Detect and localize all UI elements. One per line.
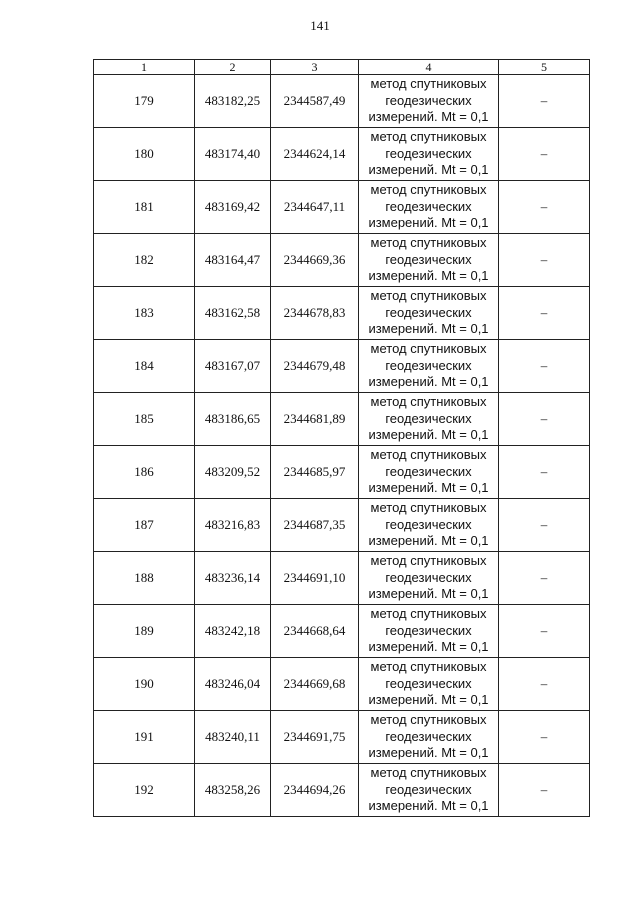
method-line: геодезических: [385, 92, 472, 108]
method-cell: [359, 764, 499, 817]
method-line: геодезических: [385, 198, 472, 214]
point-number-cell: 191: [94, 711, 195, 764]
method-cell: [359, 75, 499, 128]
table-row: [94, 234, 590, 287]
note-cell: –: [499, 181, 590, 234]
x-coordinate-cell: 483174,40: [195, 128, 271, 181]
method-line: геодезических: [385, 516, 472, 532]
method-cell: [359, 711, 499, 764]
y-coordinate-cell: 2344624,14: [271, 128, 359, 181]
page-number: 141: [310, 18, 330, 33]
header-cell-3: 3: [271, 60, 359, 75]
method-line: метод спутниковых: [370, 447, 487, 463]
header-cell-1: 1: [94, 60, 195, 75]
method-cell: [359, 552, 499, 605]
note-cell: –: [499, 658, 590, 711]
point-number-cell: 187: [94, 499, 195, 552]
method-line: измерений. Mt = 0,1: [368, 321, 489, 337]
table-row: [94, 446, 590, 499]
y-coordinate-cell: 2344691,75: [271, 711, 359, 764]
table-row: [94, 499, 590, 552]
point-number-cell: 179: [94, 75, 195, 128]
method-line: метод спутниковых: [370, 659, 487, 675]
note-cell: –: [499, 446, 590, 499]
method-line: геодезических: [385, 463, 472, 479]
method-cell: [359, 340, 499, 393]
x-coordinate-cell: 483258,26: [195, 764, 271, 817]
method-line: метод спутниковых: [370, 394, 487, 410]
method-line: измерений. Mt = 0,1: [368, 215, 489, 231]
header-row: [94, 60, 590, 75]
table-row: [94, 658, 590, 711]
method-line: измерений. Mt = 0,1: [368, 480, 489, 496]
y-coordinate-cell: 2344687,35: [271, 499, 359, 552]
table-row: [94, 605, 590, 658]
x-coordinate-cell: 483242,18: [195, 605, 271, 658]
method-line: измерений. Mt = 0,1: [368, 374, 489, 390]
method-cell: [359, 393, 499, 446]
method-line: геодезических: [385, 781, 472, 797]
method-line: геодезических: [385, 569, 472, 585]
method-line: измерений. Mt = 0,1: [368, 268, 489, 284]
coordinates-table: [93, 59, 590, 817]
method-cell: [359, 499, 499, 552]
method-line: геодезических: [385, 622, 472, 638]
point-number-cell: 190: [94, 658, 195, 711]
table-row: [94, 552, 590, 605]
y-coordinate-cell: 2344678,83: [271, 287, 359, 340]
header-cell-5: 5: [499, 60, 590, 75]
x-coordinate-cell: 483246,04: [195, 658, 271, 711]
method-line: геодезических: [385, 410, 472, 426]
y-coordinate-cell: 2344668,64: [271, 605, 359, 658]
y-coordinate-cell: 2344685,97: [271, 446, 359, 499]
table-row: [94, 75, 590, 128]
y-coordinate-cell: 2344679,48: [271, 340, 359, 393]
method-line: метод спутниковых: [370, 553, 487, 569]
note-cell: –: [499, 605, 590, 658]
point-number-cell: 192: [94, 764, 195, 817]
note-cell: –: [499, 128, 590, 181]
point-number-cell: 183: [94, 287, 195, 340]
method-line: измерений. Mt = 0,1: [368, 692, 489, 708]
x-coordinate-cell: 483209,52: [195, 446, 271, 499]
note-cell: –: [499, 499, 590, 552]
method-cell: [359, 658, 499, 711]
method-line: геодезических: [385, 251, 472, 267]
point-number-cell: 182: [94, 234, 195, 287]
table-row: [94, 340, 590, 393]
method-line: метод спутниковых: [370, 288, 487, 304]
point-number-cell: 184: [94, 340, 195, 393]
header-cell-2: 2: [195, 60, 271, 75]
x-coordinate-cell: 483169,42: [195, 181, 271, 234]
table-row: [94, 287, 590, 340]
y-coordinate-cell: 2344691,10: [271, 552, 359, 605]
table-row: [94, 764, 590, 817]
method-cell: [359, 128, 499, 181]
y-coordinate-cell: 2344587,49: [271, 75, 359, 128]
method-line: метод спутниковых: [370, 341, 487, 357]
note-cell: –: [499, 764, 590, 817]
note-cell: –: [499, 287, 590, 340]
y-coordinate-cell: 2344681,89: [271, 393, 359, 446]
method-cell: [359, 287, 499, 340]
coordinates-table-body: [94, 60, 590, 817]
method-cell: [359, 234, 499, 287]
method-line: метод спутниковых: [370, 235, 487, 251]
note-cell: –: [499, 711, 590, 764]
note-cell: –: [499, 75, 590, 128]
method-cell: [359, 605, 499, 658]
y-coordinate-cell: 2344647,11: [271, 181, 359, 234]
method-line: метод спутниковых: [370, 606, 487, 622]
x-coordinate-cell: 483186,65: [195, 393, 271, 446]
x-coordinate-cell: 483162,58: [195, 287, 271, 340]
method-line: измерений. Mt = 0,1: [368, 533, 489, 549]
method-line: измерений. Mt = 0,1: [368, 798, 489, 814]
method-line: метод спутниковых: [370, 76, 487, 92]
note-cell: –: [499, 393, 590, 446]
method-cell: [359, 446, 499, 499]
point-number-cell: 189: [94, 605, 195, 658]
method-line: метод спутниковых: [370, 500, 487, 516]
method-line: измерений. Mt = 0,1: [368, 639, 489, 655]
x-coordinate-cell: 483236,14: [195, 552, 271, 605]
method-line: измерений. Mt = 0,1: [368, 427, 489, 443]
table-row: [94, 711, 590, 764]
table-row: [94, 128, 590, 181]
point-number-cell: 188: [94, 552, 195, 605]
table-row: [94, 393, 590, 446]
method-line: геодезических: [385, 304, 472, 320]
method-line: геодезических: [385, 145, 472, 161]
x-coordinate-cell: 483164,47: [195, 234, 271, 287]
y-coordinate-cell: 2344669,36: [271, 234, 359, 287]
method-cell: [359, 181, 499, 234]
method-line: геодезических: [385, 675, 472, 691]
point-number-cell: 185: [94, 393, 195, 446]
x-coordinate-cell: 483216,83: [195, 499, 271, 552]
point-number-cell: 181: [94, 181, 195, 234]
method-line: измерений. Mt = 0,1: [368, 745, 489, 761]
x-coordinate-cell: 483240,11: [195, 711, 271, 764]
method-line: метод спутниковых: [370, 182, 487, 198]
point-number-cell: 186: [94, 446, 195, 499]
method-line: метод спутниковых: [370, 765, 487, 781]
table-row: [94, 181, 590, 234]
header-cell-4: 4: [359, 60, 499, 75]
method-line: геодезических: [385, 357, 472, 373]
point-number-cell: 180: [94, 128, 195, 181]
note-cell: –: [499, 234, 590, 287]
method-line: измерений. Mt = 0,1: [368, 586, 489, 602]
note-cell: –: [499, 552, 590, 605]
x-coordinate-cell: 483167,07: [195, 340, 271, 393]
method-line: измерений. Mt = 0,1: [368, 109, 489, 125]
note-cell: –: [499, 340, 590, 393]
method-line: метод спутниковых: [370, 129, 487, 145]
x-coordinate-cell: 483182,25: [195, 75, 271, 128]
method-line: метод спутниковых: [370, 712, 487, 728]
method-line: измерений. Mt = 0,1: [368, 162, 489, 178]
method-line: геодезических: [385, 728, 472, 744]
y-coordinate-cell: 2344694,26: [271, 764, 359, 817]
y-coordinate-cell: 2344669,68: [271, 658, 359, 711]
